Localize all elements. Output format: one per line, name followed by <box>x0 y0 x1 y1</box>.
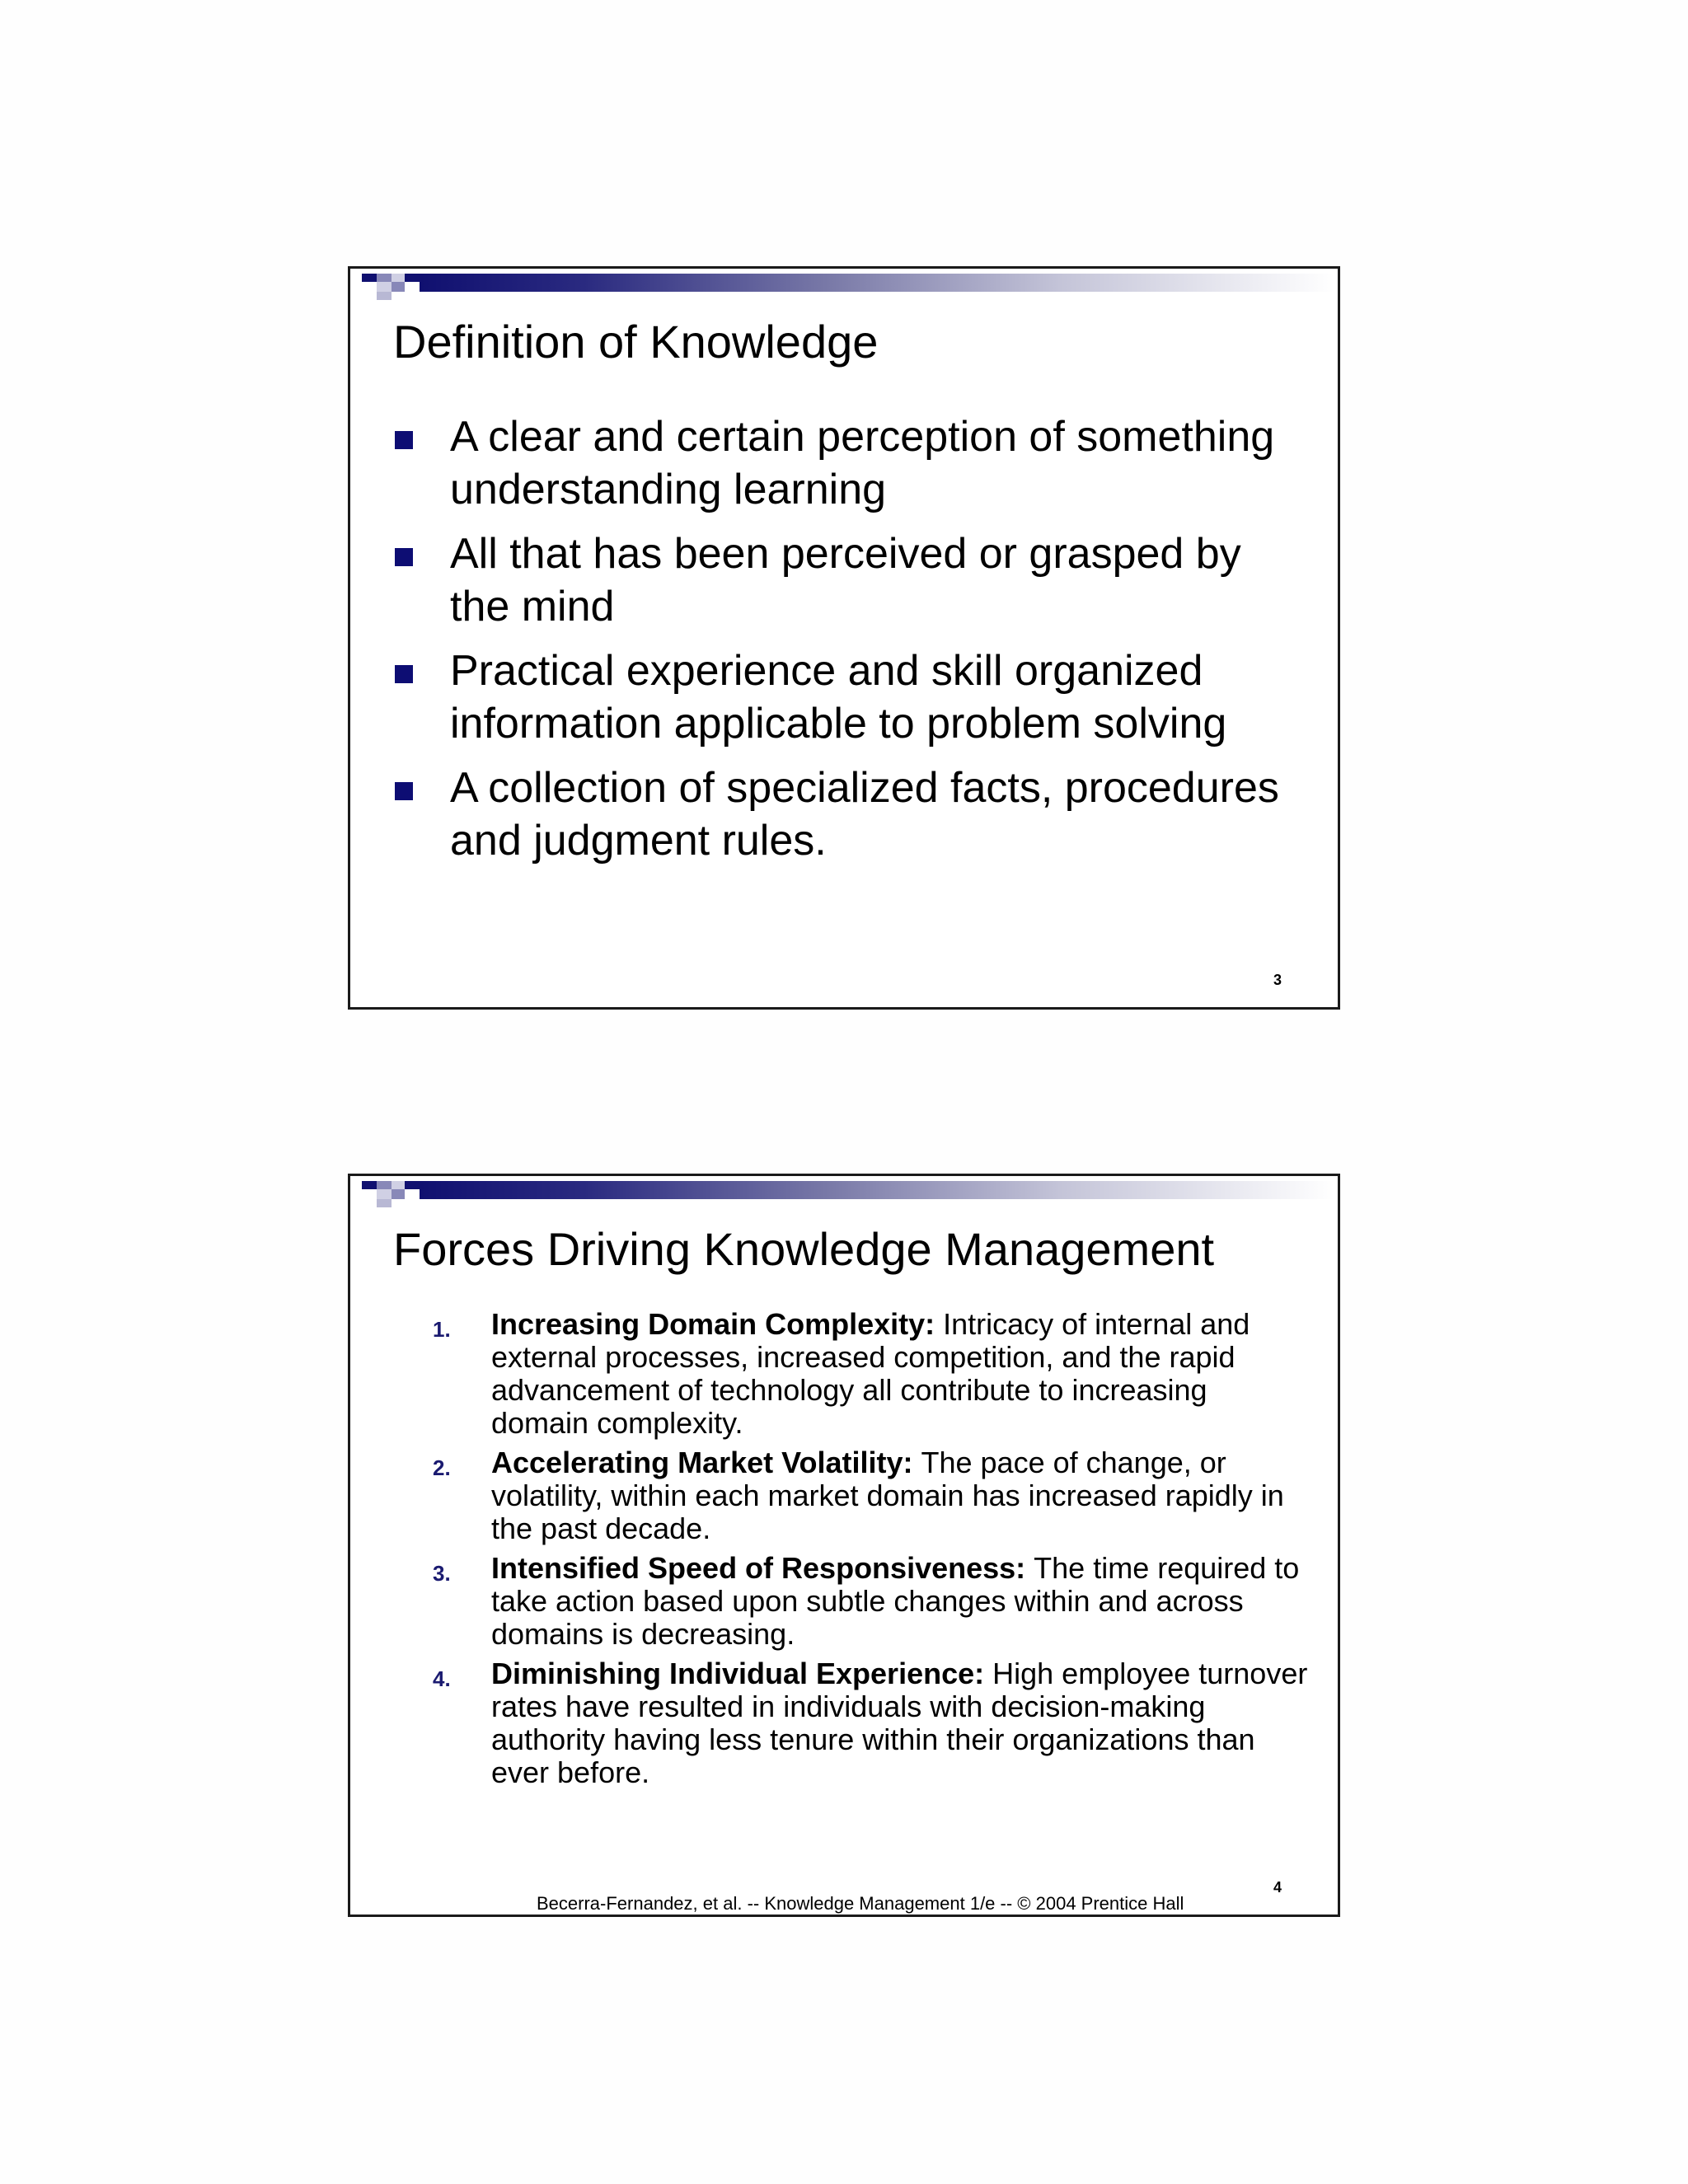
item-number: 1. <box>433 1317 451 1342</box>
slide-definition-of-knowledge <box>348 266 1340 1010</box>
slide-footer: Becerra-Fernandez, et al. -- Knowledge Management 1/e -- © 2004 Prentice Hall <box>537 1893 1184 1914</box>
item-text: High employee turnover rates have resulted in individuals with decision-making authority having less tenure within their organizations than ever before. <box>491 1657 1308 1789</box>
slide-header-decoration <box>350 269 1340 307</box>
list-item <box>393 1657 1308 1789</box>
list-item <box>393 644 1308 750</box>
bullet-text: A clear and certain perception of something understanding learning <box>450 413 1275 513</box>
numbered-list <box>393 1308 1308 1796</box>
slide-title: Definition of Knowledge <box>393 316 879 368</box>
list-item <box>393 1552 1308 1651</box>
item-number: 2. <box>433 1455 451 1480</box>
square-bullet-icon <box>395 782 413 800</box>
bullet-text: All that has been perceived or grasped by the mind <box>450 530 1241 630</box>
bullet-text: Practical experience and skill organized information applicable to problem solving <box>450 647 1227 748</box>
bullet-text: A collection of specialized facts, procedures and judgment rules. <box>450 764 1279 865</box>
square-bullet-icon <box>395 431 413 449</box>
item-text: The pace of change, or volatility, within each market domain has increased rapidly in the past decade. <box>491 1446 1284 1545</box>
item-number: 3. <box>433 1561 451 1586</box>
list-item <box>393 1308 1308 1440</box>
page-number: 3 <box>1273 972 1282 988</box>
slide-forces-driving-km <box>348 1174 1340 1917</box>
slide-title: Forces Driving Knowledge Management <box>393 1223 1215 1275</box>
slide-header-decoration <box>350 1176 1340 1214</box>
item-heading: Diminishing Individual Experience: <box>491 1657 993 1690</box>
item-heading: Increasing Domain Complexity: <box>491 1307 944 1341</box>
bullet-list <box>393 410 1308 879</box>
list-item <box>393 1446 1308 1545</box>
item-heading: Intensified Speed of Responsiveness: <box>491 1551 1034 1585</box>
list-item <box>393 410 1308 516</box>
square-bullet-icon <box>395 548 413 566</box>
page-number: 4 <box>1273 1879 1282 1896</box>
item-text: The time required to take action based upon subtle changes within and across domains is decreasing. <box>491 1551 1300 1651</box>
square-bullet-icon <box>395 665 413 683</box>
list-item <box>393 762 1308 867</box>
list-item <box>393 527 1308 633</box>
item-number: 4. <box>433 1666 451 1691</box>
item-text: Intricacy of internal and external processes, increased competition, and the rapid advancement of technology all contribute to increasing domain complexity. <box>491 1307 1250 1440</box>
item-heading: Accelerating Market Volatility: <box>491 1446 921 1479</box>
